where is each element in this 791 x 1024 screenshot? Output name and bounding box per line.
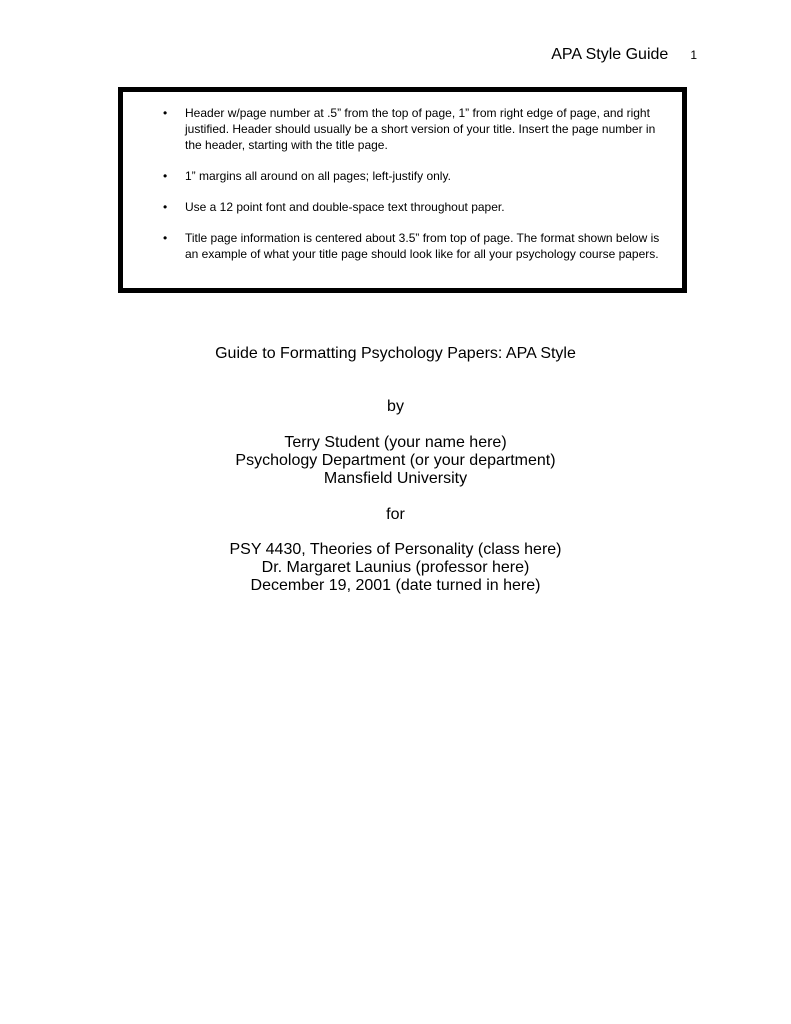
author-name: Terry Student (your name here)	[284, 434, 507, 451]
author-university: Mansfield University	[323, 470, 468, 487]
for-text: for	[386, 506, 405, 523]
bullet-icon: •	[163, 169, 168, 183]
bullet-icon: •	[163, 231, 168, 245]
note-text-title-page: Title page information is centered about 3.5” from top of page. The format shown below is an example of what your title page should look like for all your psychology course papers.	[185, 231, 660, 261]
professor-name: Dr. Margaret Launius (professor here)	[261, 559, 530, 576]
bullet-icon: •	[163, 106, 168, 120]
paper-title	[0, 345, 791, 363]
note-text-margins: 1” margins all around on all pages; left-justify only.	[185, 169, 451, 183]
list-item	[123, 230, 682, 262]
for-line	[0, 506, 791, 524]
formatting-notes-list	[123, 105, 682, 277]
list-item	[123, 105, 682, 153]
by-text: by	[387, 398, 404, 415]
submission-date: December 19, 2001 (date turned in here)	[250, 577, 541, 594]
course-block	[0, 541, 791, 595]
author-block	[0, 434, 791, 488]
formatting-notes-box	[118, 87, 687, 293]
author-department: Psychology Department (or your department)	[235, 452, 556, 469]
bullet-icon: •	[163, 200, 168, 214]
running-head: APA Style Guide	[551, 46, 669, 63]
paper-title-text: Guide to Formatting Psychology Papers: APA Style	[215, 345, 576, 362]
note-text-font: Use a 12 point font and double-space text throughout paper.	[185, 200, 505, 214]
list-item	[123, 199, 682, 215]
by-line	[0, 398, 791, 416]
page-number: 1	[690, 48, 697, 62]
page-header	[551, 46, 697, 64]
note-text-header: Header w/page number at .5” from the top of page, 1” from right edge of page, and right justified. Header should usually be a short version of your title. Insert the page number in the header, starting with the title page.	[185, 106, 656, 152]
course-name: PSY 4430, Theories of Personality (class here)	[229, 541, 562, 558]
list-item	[123, 168, 682, 184]
